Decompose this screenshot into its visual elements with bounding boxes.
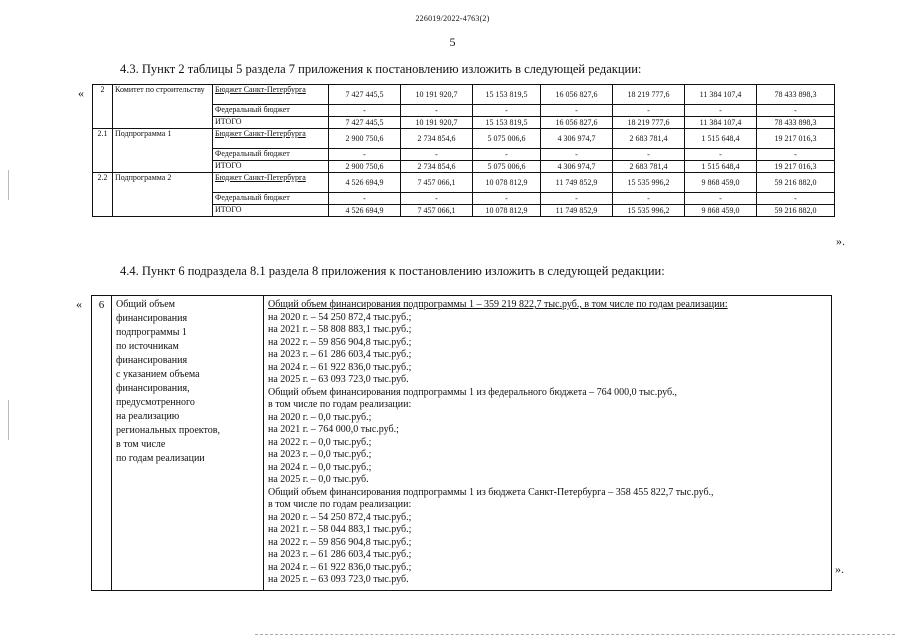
- document-number: 226019/2022-4763(2): [415, 14, 490, 23]
- value-cell: -: [473, 149, 541, 161]
- row-name: Подпрограмма 1: [113, 129, 213, 173]
- value-cell: -: [329, 149, 401, 161]
- value-cell: -: [541, 193, 613, 205]
- body-line: на 2024 г. – 61 922 836,0 тыс.руб.;: [268, 561, 412, 573]
- value-cell: -: [541, 105, 613, 117]
- description-line: с указанием объема: [116, 369, 200, 380]
- body-line: на 2021 г. – 58 808 883,1 тыс.руб.;: [268, 324, 412, 335]
- section-heading-4-3: 4.3. Пункт 2 таблицы 5 раздела 7 приложения к постановлению изложить в следующей редакции:: [120, 62, 642, 76]
- description-line: подпрограммы 1: [116, 327, 187, 338]
- value-cell: 9 868 459,0: [685, 205, 757, 217]
- body-line: Общий объем финансирования подпрограммы 1 – 359 219 822,7 тыс.руб., в том числе по годам реализации:: [268, 299, 728, 310]
- row-name: Комитет по строительству: [113, 85, 213, 129]
- value-cell: 78 433 898,3: [757, 85, 835, 105]
- body-line: на 2021 г. – 58 044 883,1 тыс.руб.;: [268, 524, 412, 535]
- body-line: на 2020 г. – 0,0 тыс.руб.;: [268, 411, 372, 423]
- funding-source: Бюджет Санкт-Петербурга: [213, 129, 329, 149]
- subprogram-funding-table: [91, 295, 832, 591]
- close-quote-1: ».: [836, 234, 845, 248]
- value-cell: -: [685, 193, 757, 205]
- value-cell: -: [541, 149, 613, 161]
- value-cell: 18 219 777,6: [613, 85, 685, 105]
- body-line: на 2020 г. – 54 250 872,4 тыс.руб.;: [268, 511, 412, 523]
- value-cell: 78 433 898,3: [757, 117, 835, 129]
- value-cell: 5 075 006,6: [473, 129, 541, 149]
- description-line: финансирования: [116, 313, 188, 324]
- value-cell: 5 075 006,6: [473, 161, 541, 173]
- value-cell: -: [685, 149, 757, 161]
- description-line: в том числе: [116, 439, 166, 450]
- value-cell: -: [473, 105, 541, 117]
- body-line: на 2022 г. – 0,0 тыс.руб.;: [268, 436, 372, 448]
- description-line: на реализацию: [116, 411, 180, 422]
- description-line: Общий объем: [116, 299, 175, 310]
- value-cell: 59 216 882,0: [757, 205, 835, 217]
- value-cell: 9 868 459,0: [685, 173, 757, 193]
- table-row: [93, 129, 835, 149]
- description-line: региональных проектов,: [116, 425, 220, 436]
- scan-artifact: [255, 634, 895, 636]
- value-cell: 11 384 107,4: [685, 117, 757, 129]
- body-line: в том числе по годам реализации:: [268, 399, 412, 410]
- body-line: на 2025 г. – 0,0 тыс.руб.: [268, 474, 369, 485]
- value-cell: 16 056 827,6: [541, 117, 613, 129]
- row-body: [264, 296, 832, 591]
- body-line: на 2025 г. – 63 093 723,0 тыс.руб.: [268, 574, 409, 585]
- row-name: Подпрограмма 2: [113, 173, 213, 217]
- table-row: [93, 85, 835, 105]
- row-number: 2.1: [93, 129, 113, 173]
- body-line: на 2020 г. – 54 250 872,4 тыс.руб.;: [268, 311, 412, 323]
- table-row: [92, 296, 832, 591]
- value-cell: 11 749 852,9: [541, 173, 613, 193]
- value-cell: 1 515 648,4: [685, 161, 757, 173]
- row-number: 2.2: [93, 173, 113, 217]
- value-cell: -: [401, 105, 473, 117]
- funding-source: Федеральный бюджет: [213, 193, 329, 205]
- section-heading-4-4: 4.4. Пункт 6 подраздела 8.1 раздела 8 приложения к постановлению изложить в следующей редакции:: [120, 264, 665, 278]
- scan-artifact: [8, 400, 9, 440]
- value-cell: -: [329, 193, 401, 205]
- row-description: [112, 296, 264, 591]
- value-cell: -: [757, 105, 835, 117]
- funding-source: ИТОГО: [213, 117, 329, 129]
- description-line: по годам реализации: [116, 453, 205, 464]
- value-cell: -: [329, 105, 401, 117]
- body-line: на 2023 г. – 0,0 тыс.руб.;: [268, 449, 372, 460]
- open-quote-2: «: [76, 297, 82, 311]
- body-line: на 2022 г. – 59 856 904,8 тыс.руб.;: [268, 536, 412, 548]
- body-line: на 2023 г. – 61 286 603,4 тыс.руб.;: [268, 549, 412, 560]
- scan-artifact: [8, 170, 9, 200]
- value-cell: 1 515 648,4: [685, 129, 757, 149]
- body-line: на 2024 г. – 61 922 836,0 тыс.руб.;: [268, 361, 412, 373]
- value-cell: 2 900 750,6: [329, 129, 401, 149]
- value-cell: -: [473, 193, 541, 205]
- funding-table: [92, 84, 835, 217]
- value-cell: 10 078 812,9: [473, 173, 541, 193]
- value-cell: 2 900 750,6: [329, 161, 401, 173]
- value-cell: 2 683 781,4: [613, 129, 685, 149]
- row-number: 2: [93, 85, 113, 129]
- value-cell: 7 457 066,1: [401, 205, 473, 217]
- body-line: на 2022 г. – 59 856 904,8 тыс.руб.;: [268, 336, 412, 348]
- value-cell: -: [757, 193, 835, 205]
- description-line: по источникам: [116, 341, 179, 352]
- value-cell: 2 734 854,6: [401, 161, 473, 173]
- funding-source: Федеральный бюджет: [213, 105, 329, 117]
- value-cell: -: [401, 193, 473, 205]
- body-line: на 2024 г. – 0,0 тыс.руб.;: [268, 461, 372, 473]
- body-line: в том числе по годам реализации:: [268, 499, 412, 510]
- value-cell: 4 526 694,9: [329, 173, 401, 193]
- value-cell: -: [757, 149, 835, 161]
- description-line: финансирования: [116, 355, 188, 366]
- body-line: на 2021 г. – 764 000,0 тыс.руб.;: [268, 424, 399, 435]
- funding-source: Бюджет Санкт-Петербурга: [213, 173, 329, 193]
- value-cell: 10 191 920,7: [401, 85, 473, 105]
- close-quote-2: ».: [835, 562, 844, 576]
- description-line: предусмотренного: [116, 397, 195, 408]
- body-line: Общий объем финансирования подпрограммы 1 из бюджета Санкт-Петербурга – 358 455 822,7 тыс.руб.,: [268, 486, 714, 498]
- value-cell: 15 535 996,2: [613, 205, 685, 217]
- body-line: Общий объем финансирования подпрограммы 1 из федерального бюджета – 764 000,0 тыс.руб.,: [268, 386, 678, 398]
- value-cell: 16 056 827,6: [541, 85, 613, 105]
- value-cell: 11 749 852,9: [541, 205, 613, 217]
- value-cell: 4 306 974,7: [541, 129, 613, 149]
- value-cell: 4 526 694,9: [329, 205, 401, 217]
- value-cell: 19 217 016,3: [757, 129, 835, 149]
- body-line: на 2025 г. – 63 093 723,0 тыс.руб.: [268, 374, 409, 385]
- funding-source: Бюджет Санкт-Петербурга: [213, 85, 329, 105]
- body-line: на 2023 г. – 61 286 603,4 тыс.руб.;: [268, 349, 412, 360]
- value-cell: 59 216 882,0: [757, 173, 835, 193]
- page-number: 5: [449, 35, 456, 49]
- value-cell: -: [685, 105, 757, 117]
- value-cell: 7 457 066,1: [401, 173, 473, 193]
- table-row: [93, 173, 835, 193]
- value-cell: 2 683 781,4: [613, 161, 685, 173]
- value-cell: -: [401, 149, 473, 161]
- value-cell: 19 217 016,3: [757, 161, 835, 173]
- value-cell: 11 384 107,4: [685, 85, 757, 105]
- value-cell: 15 535 996,2: [613, 173, 685, 193]
- funding-source: ИТОГО: [213, 205, 329, 217]
- value-cell: 15 153 819,5: [473, 85, 541, 105]
- value-cell: 10 078 812,9: [473, 205, 541, 217]
- value-cell: 2 734 854,6: [401, 129, 473, 149]
- row-number: 6: [92, 296, 112, 591]
- value-cell: 7 427 445,5: [329, 117, 401, 129]
- open-quote-1: «: [78, 86, 84, 100]
- funding-source: Федеральный бюджет: [213, 149, 329, 161]
- value-cell: -: [613, 105, 685, 117]
- value-cell: 10 191 920,7: [401, 117, 473, 129]
- value-cell: -: [613, 149, 685, 161]
- value-cell: 7 427 445,5: [329, 85, 401, 105]
- funding-source: ИТОГО: [213, 161, 329, 173]
- description-line: финансирования,: [116, 383, 190, 394]
- value-cell: -: [613, 193, 685, 205]
- value-cell: 15 153 819,5: [473, 117, 541, 129]
- value-cell: 18 219 777,6: [613, 117, 685, 129]
- value-cell: 4 306 974,7: [541, 161, 613, 173]
